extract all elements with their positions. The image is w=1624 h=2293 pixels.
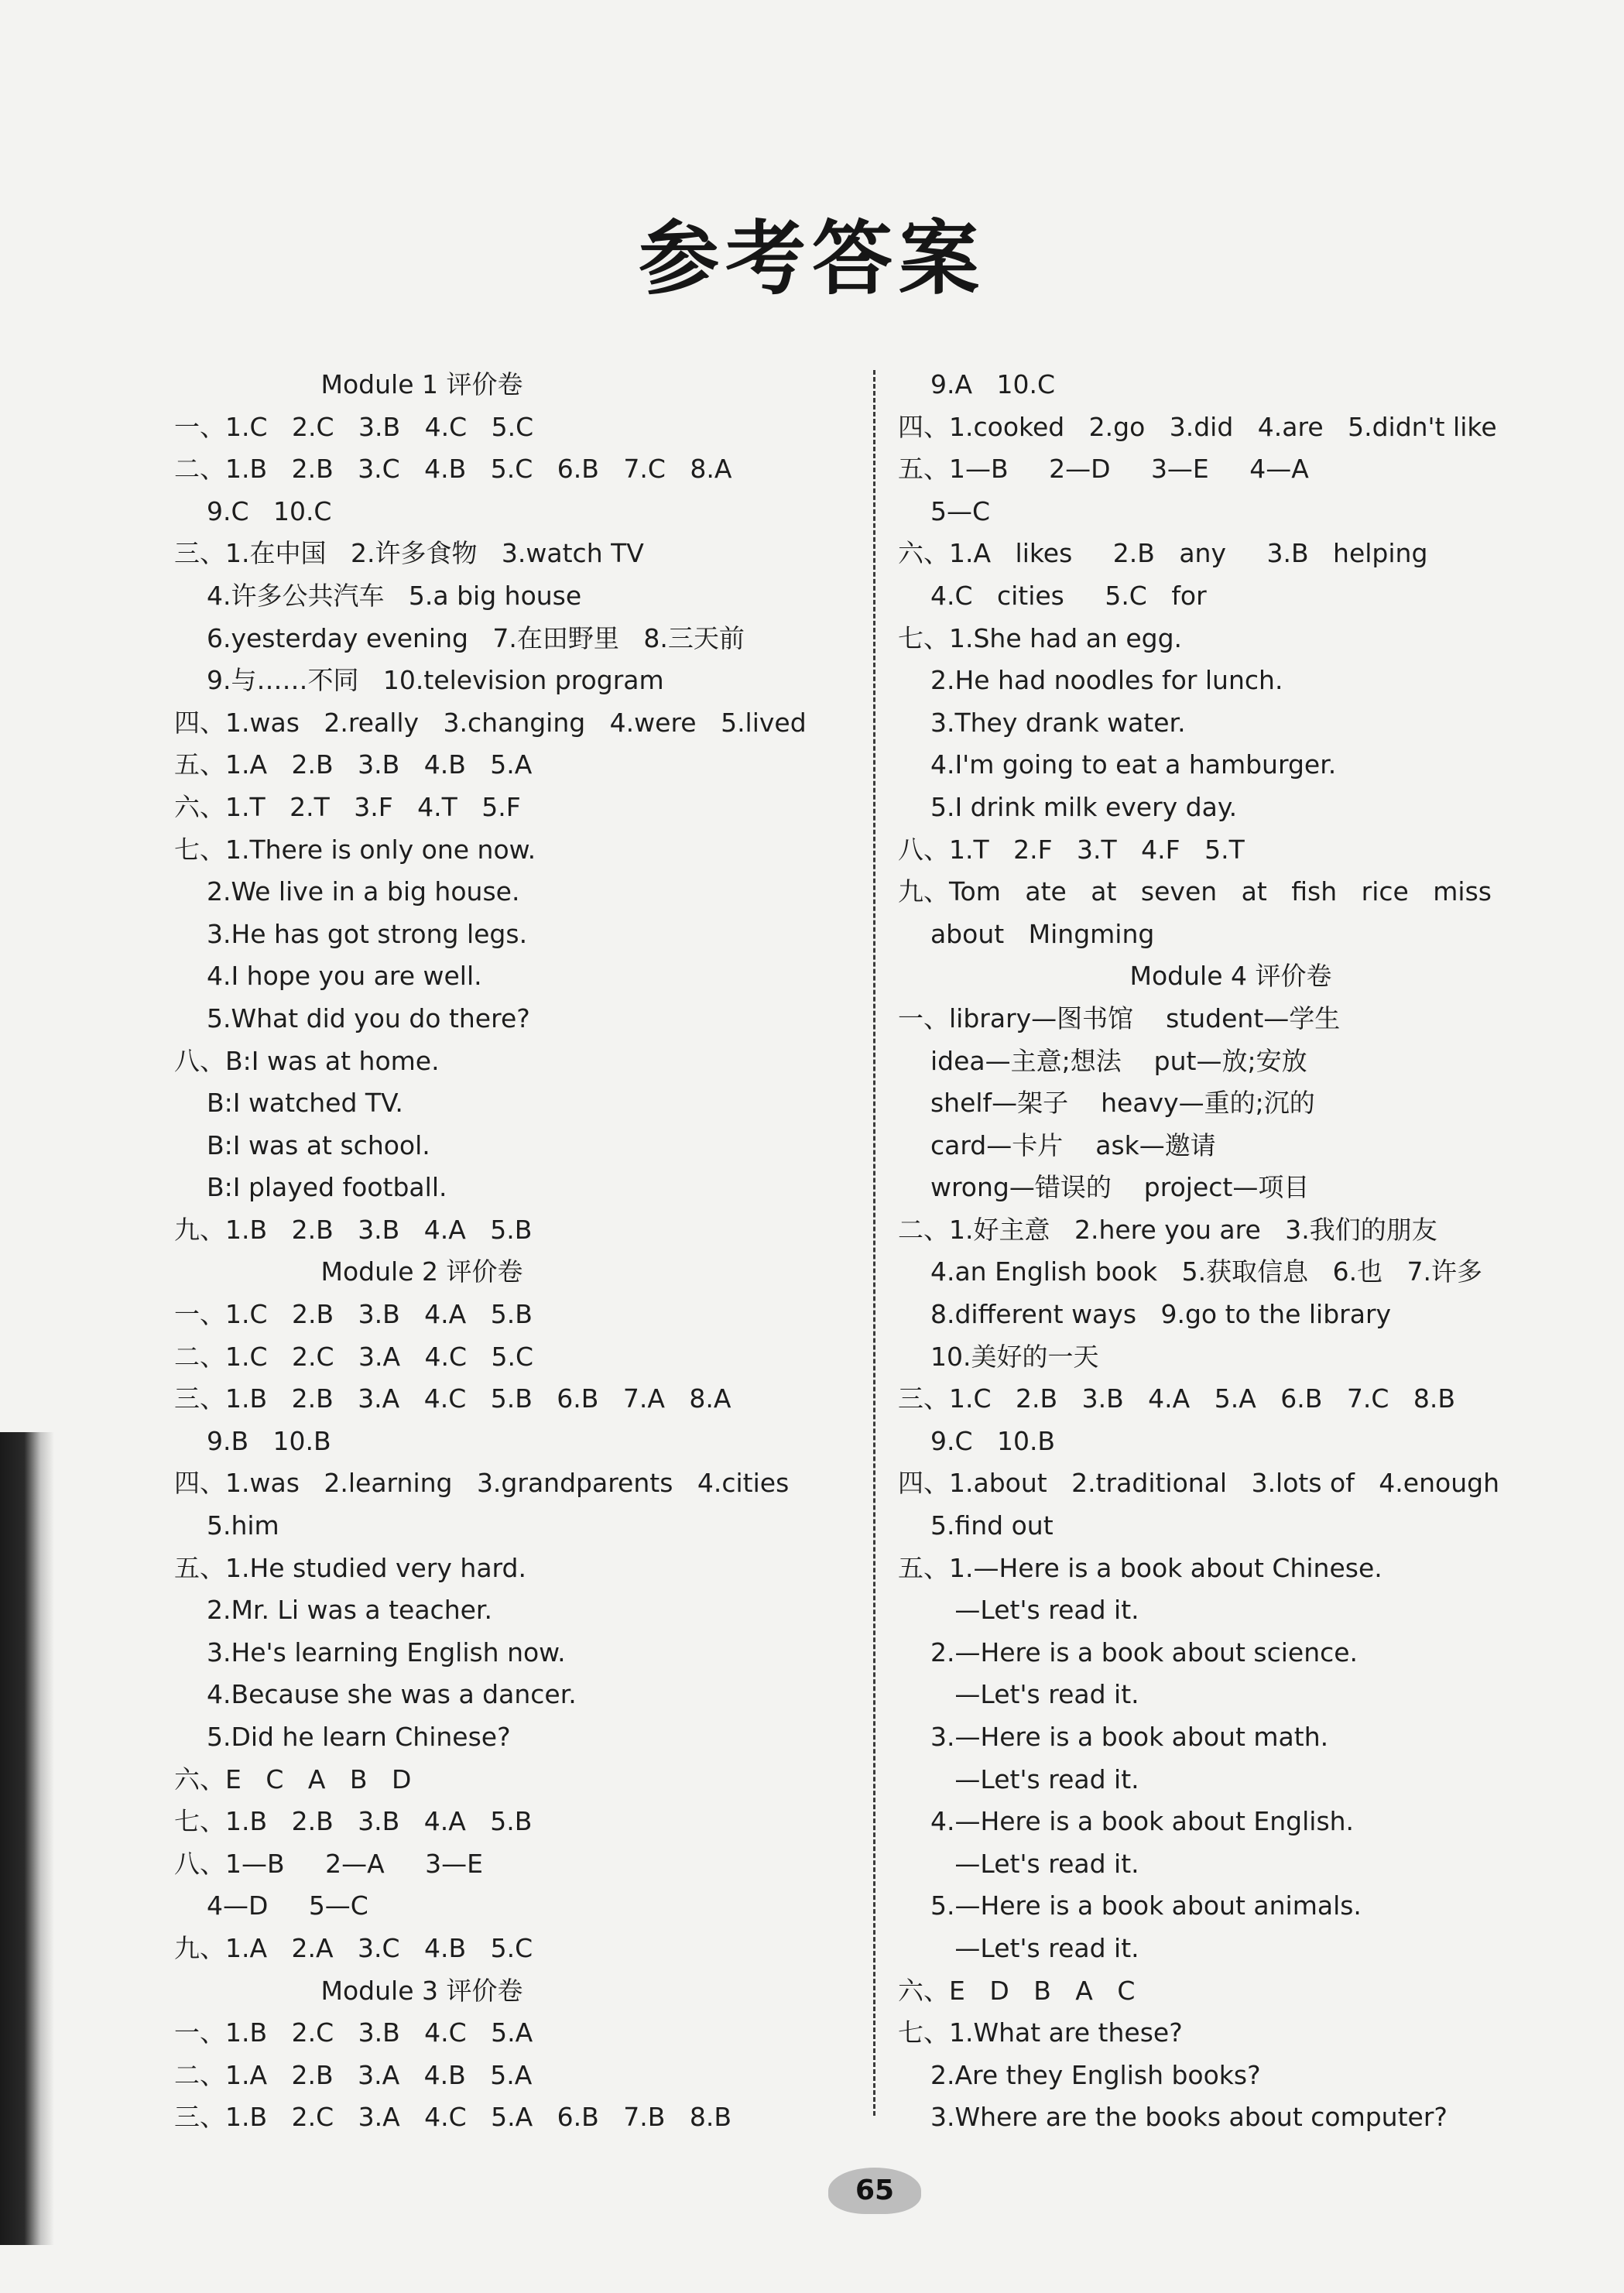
answer-line: 九、Tom ate at seven at fish rice miss <box>898 876 1492 907</box>
answer-line: card—卡片 ask—邀请 <box>898 1129 1216 1160</box>
answer-line: 9.与……不同 10.television program <box>174 665 664 696</box>
answer-line: about Mingming <box>898 918 1155 949</box>
answer-line: 四、1.was 2.really 3.changing 4.were 5.lived <box>174 707 807 738</box>
answer-line: 4.—Here is a book about English. <box>898 1806 1355 1837</box>
answer-line: 5.What did you do there? <box>174 1003 530 1033</box>
answer-line: 二、1.C 2.C 3.A 4.C 5.C <box>174 1341 534 1372</box>
answer-line: 2.He had noodles for lunch. <box>898 665 1283 696</box>
answer-line: 八、1—B 2—A 3—E <box>174 1848 483 1879</box>
answer-line: 4—D 5—C <box>174 1890 368 1921</box>
module-heading: Module 1 评价卷 <box>320 369 523 399</box>
answer-line: 二、1.好主意 2.here you are 3.我们的朋友 <box>898 1214 1437 1245</box>
answer-line: 九、1.A 2.A 3.C 4.B 5.C <box>174 1932 533 1963</box>
answer-line: —Let's read it. <box>898 1763 1139 1794</box>
answer-line: 一、1.C 2.C 3.B 4.C 5.C <box>174 411 534 442</box>
answer-line: 4.Because she was a dancer. <box>174 1679 577 1710</box>
page-number: 65 <box>828 2168 921 2214</box>
answer-line: 七、1.There is only one now. <box>174 834 536 865</box>
answer-line: 3.—Here is a book about math. <box>898 1722 1329 1752</box>
answer-line: 8.different ways 9.go to the library <box>898 1299 1392 1330</box>
answer-line: wrong—错误的 project—项目 <box>898 1172 1310 1203</box>
answer-line: 四、1.cooked 2.go 3.did 4.are 5.didn't like <box>898 411 1497 442</box>
answer-line: 六、E C A B D <box>174 1763 412 1794</box>
answer-line: 一、1.B 2.C 3.B 4.C 5.A <box>174 2017 533 2048</box>
answer-line: B:I was at school. <box>174 1129 430 1160</box>
answer-line: 一、library—图书馆 student—学生 <box>898 1003 1341 1033</box>
answer-line: 5.—Here is a book about animals. <box>898 1890 1362 1921</box>
answer-line: 2.—Here is a book about science. <box>898 1637 1358 1667</box>
answer-line: 9.B 10.B <box>174 1425 331 1456</box>
answer-line: 八、B:I was at home. <box>174 1045 440 1076</box>
answer-line: 六、1.T 2.T 3.F 4.T 5.F <box>174 791 521 822</box>
column-divider <box>873 370 875 2116</box>
answer-line: 七、1.She had an egg. <box>898 622 1183 653</box>
answer-line: 四、1.was 2.learning 3.grandparents 4.cities <box>174 1468 790 1499</box>
answer-line: 5.Did he learn Chinese? <box>174 1722 511 1752</box>
answer-line: 5.I drink milk every day. <box>898 791 1238 822</box>
answer-line: 2.We live in a big house. <box>174 876 520 907</box>
answer-line: 4.许多公共汽车 5.a big house <box>174 580 582 611</box>
answer-line: 七、1.What are these? <box>898 2017 1183 2048</box>
answer-line: 二、1.B 2.B 3.C 4.B 5.C 6.B 7.C 8.A <box>174 454 732 485</box>
answer-line: —Let's read it. <box>898 1595 1139 1626</box>
answer-line: idea—主意;想法 put—放;安放 <box>898 1045 1307 1076</box>
answer-line: 六、1.A likes 2.B any 3.B helping <box>898 538 1428 569</box>
answer-line: 三、1.B 2.C 3.A 4.C 5.A 6.B 7.B 8.B <box>174 2102 731 2133</box>
answer-line: 三、1.C 2.B 3.B 4.A 5.A 6.B 7.C 8.B <box>898 1383 1455 1414</box>
answer-line: 三、1.B 2.B 3.A 4.C 5.B 6.B 7.A 8.A <box>174 1383 731 1414</box>
answer-line: 10.美好的一天 <box>898 1341 1099 1372</box>
scan-edge-shadow <box>0 1432 54 2245</box>
answer-line: 3.Where are the books about computer? <box>898 2102 1448 2133</box>
answer-line: 二、1.A 2.B 3.A 4.B 5.A <box>174 2059 533 2090</box>
answer-line: 5—C <box>898 495 990 526</box>
answer-line: —Let's read it. <box>898 1848 1139 1879</box>
answer-line: 3.They drank water. <box>898 707 1186 738</box>
answer-line: 2.Mr. Li was a teacher. <box>174 1595 492 1626</box>
module-heading: Module 3 评价卷 <box>320 1975 523 2006</box>
answer-line: 4.I hope you are well. <box>174 961 482 992</box>
answer-line: 六、E D B A C <box>898 1975 1136 2006</box>
answer-line: 4.an English book 5.获取信息 6.也 7.许多 <box>898 1256 1483 1287</box>
module-heading: Module 4 评价卷 <box>1129 961 1332 992</box>
answer-line: 4.C cities 5.C for <box>898 580 1207 611</box>
answer-line: 9.C 10.C <box>174 495 332 526</box>
answer-line: 五、1—B 2—D 3—E 4—A <box>898 454 1309 485</box>
page-title: 参考答案 <box>638 211 985 306</box>
answer-line: 3.He has got strong legs. <box>174 918 528 949</box>
answer-line: 6.yesterday evening 7.在田野里 8.三天前 <box>174 622 745 653</box>
answer-line: 一、1.C 2.B 3.B 4.A 5.B <box>174 1299 533 1330</box>
answer-line: 三、1.在中国 2.许多食物 3.watch TV <box>174 538 644 569</box>
answer-line: 八、1.T 2.F 3.T 4.F 5.T <box>898 834 1245 865</box>
answer-line: 9.C 10.B <box>898 1425 1056 1456</box>
answer-line: —Let's read it. <box>898 1679 1139 1710</box>
module-heading: Module 2 评价卷 <box>320 1256 523 1287</box>
left-answer-column <box>174 364 855 2139</box>
answer-line: 四、1.about 2.traditional 3.lots of 4.enough <box>898 1468 1499 1499</box>
answer-line: 2.Are they English books? <box>898 2059 1261 2090</box>
answer-line: 3.He's learning English now. <box>174 1637 566 1667</box>
answer-line: 五、1.A 2.B 3.B 4.B 5.A <box>174 749 533 780</box>
answer-line: B:I watched TV. <box>174 1088 403 1119</box>
answer-line: 4.I'm going to eat a hamburger. <box>898 749 1337 780</box>
answer-line: 5.him <box>174 1510 279 1541</box>
answer-line: —Let's read it. <box>898 1932 1139 1963</box>
answer-line: 七、1.B 2.B 3.B 4.A 5.B <box>174 1806 533 1837</box>
answer-line: 五、1.He studied very hard. <box>174 1552 526 1583</box>
right-answer-column <box>898 364 1556 2139</box>
answer-line: 九、1.B 2.B 3.B 4.A 5.B <box>174 1214 533 1245</box>
answer-line: 5.find out <box>898 1510 1054 1541</box>
answer-line: 9.A 10.C <box>898 369 1056 399</box>
answer-line: shelf—架子 heavy—重的;沉的 <box>898 1088 1315 1119</box>
answer-line: 五、1.—Here is a book about Chinese. <box>898 1552 1382 1583</box>
answer-line: B:I played football. <box>174 1172 447 1203</box>
